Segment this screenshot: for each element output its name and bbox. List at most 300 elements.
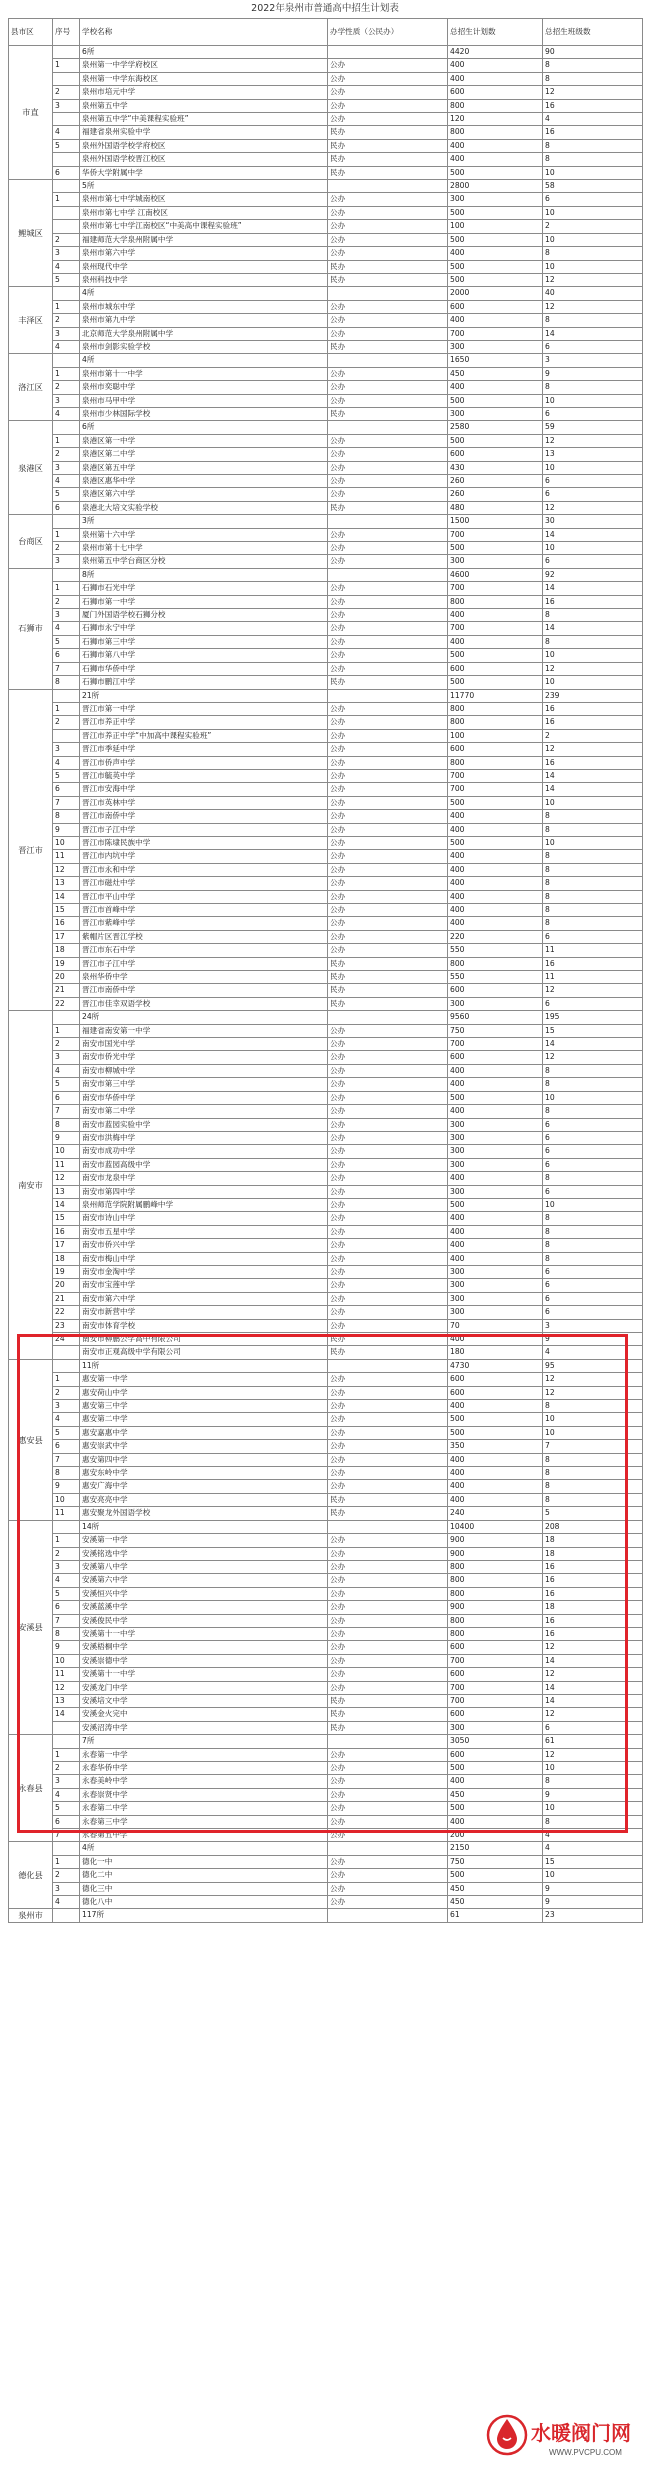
row-index: 4 xyxy=(53,126,80,139)
table-row xyxy=(9,783,643,796)
table-row xyxy=(9,233,643,246)
header-plan: 总招生计划数 xyxy=(448,19,543,46)
school-name: 6所 xyxy=(80,46,328,59)
class-count: 12 xyxy=(543,501,643,514)
plan-count: 700 xyxy=(448,622,543,635)
county-name: 泉州市 xyxy=(9,1909,53,1922)
table-row xyxy=(9,1896,643,1909)
class-count: 10 xyxy=(543,1413,643,1426)
school-name: 晋江市首峰中学 xyxy=(80,904,328,917)
plan-count: 70 xyxy=(448,1319,543,1332)
school-name: 德化八中 xyxy=(80,1896,328,1909)
drop-logo-icon xyxy=(488,2416,526,2454)
class-count: 8 xyxy=(543,1400,643,1413)
row-index: 4 xyxy=(53,1574,80,1587)
school-nature: 公办 xyxy=(328,756,448,769)
class-count: 6 xyxy=(543,1145,643,1158)
school-name: 泉州市第七中学 江南校区 xyxy=(80,206,328,219)
class-count: 10 xyxy=(543,166,643,179)
row-index: 13 xyxy=(53,877,80,890)
school-nature xyxy=(328,287,448,300)
school-name: 安溪龙门中学 xyxy=(80,1681,328,1694)
school-nature: 公办 xyxy=(328,1252,448,1265)
plan-count: 550 xyxy=(448,944,543,957)
school-nature: 民办 xyxy=(328,957,448,970)
school-nature: 民办 xyxy=(328,1708,448,1721)
school-nature: 公办 xyxy=(328,1118,448,1131)
row-index: 7 xyxy=(53,1453,80,1466)
plan-count: 300 xyxy=(448,1265,543,1278)
school-nature xyxy=(328,1520,448,1533)
school-name: 南安市宝莲中学 xyxy=(80,1279,328,1292)
table-row xyxy=(9,1855,643,1868)
class-count: 15 xyxy=(543,1855,643,1868)
plan-count: 600 xyxy=(448,662,543,675)
row-index: 9 xyxy=(53,1480,80,1493)
county-summary-row xyxy=(9,1011,643,1024)
class-count: 9 xyxy=(543,1882,643,1895)
class-count: 61 xyxy=(543,1735,643,1748)
county-summary-row xyxy=(9,287,643,300)
row-index: 5 xyxy=(53,769,80,782)
school-nature: 公办 xyxy=(328,220,448,233)
class-count: 8 xyxy=(543,139,643,152)
class-count: 14 xyxy=(543,582,643,595)
school-name: 安溪恒兴中学 xyxy=(80,1587,328,1600)
class-count: 12 xyxy=(543,1386,643,1399)
school-name: 泉州市第七中学城南校区 xyxy=(80,193,328,206)
class-count: 14 xyxy=(543,1681,643,1694)
class-count: 8 xyxy=(543,72,643,85)
school-name: 泉州第五中学台商区分校 xyxy=(80,555,328,568)
table-row xyxy=(9,1292,643,1305)
school-name: 南安市蓝园实验中学 xyxy=(80,1118,328,1131)
school-nature: 公办 xyxy=(328,1788,448,1801)
row-index: 4 xyxy=(53,1896,80,1909)
school-name: 泉州市第十一中学 xyxy=(80,367,328,380)
table-row xyxy=(9,448,643,461)
school-nature: 公办 xyxy=(328,314,448,327)
table-row xyxy=(9,1172,643,1185)
plan-count: 300 xyxy=(448,1306,543,1319)
school-nature: 公办 xyxy=(328,99,448,112)
school-name: 4所 xyxy=(80,1842,328,1855)
school-nature: 公办 xyxy=(328,300,448,313)
school-nature: 公办 xyxy=(328,1158,448,1171)
school-nature: 公办 xyxy=(328,1373,448,1386)
school-name: 泉州外国语学校晋江校区 xyxy=(80,153,328,166)
county-summary-row xyxy=(9,1359,643,1372)
class-count: 16 xyxy=(543,1587,643,1600)
row-index: 6 xyxy=(53,1440,80,1453)
class-count: 6 xyxy=(543,1306,643,1319)
class-count: 195 xyxy=(543,1011,643,1024)
class-count: 14 xyxy=(543,327,643,340)
table-row xyxy=(9,1333,643,1346)
row-index: 18 xyxy=(53,944,80,957)
plan-count: 9560 xyxy=(448,1011,543,1024)
plan-count: 900 xyxy=(448,1547,543,1560)
school-nature: 公办 xyxy=(328,1091,448,1104)
school-name: 6所 xyxy=(80,421,328,434)
class-count: 6 xyxy=(543,1185,643,1198)
row-index: 6 xyxy=(53,1601,80,1614)
class-count: 12 xyxy=(543,743,643,756)
plan-count: 500 xyxy=(448,542,543,555)
school-nature: 公办 xyxy=(328,582,448,595)
school-name: 安溪崇德中学 xyxy=(80,1654,328,1667)
row-index: 7 xyxy=(53,1829,80,1842)
class-count: 8 xyxy=(543,1225,643,1238)
plan-count: 350 xyxy=(448,1440,543,1453)
table-row xyxy=(9,676,643,689)
row-index: 1 xyxy=(53,528,80,541)
plan-count: 200 xyxy=(448,1829,543,1842)
row-index: 1 xyxy=(53,59,80,72)
row-index: 1 xyxy=(53,300,80,313)
table-row xyxy=(9,126,643,139)
table-row xyxy=(9,555,643,568)
school-name: 泉州第十六中学 xyxy=(80,528,328,541)
school-name: 安溪俊民中学 xyxy=(80,1614,328,1627)
row-index: 7 xyxy=(53,662,80,675)
row-index xyxy=(53,153,80,166)
school-name: 永春第五中学 xyxy=(80,1829,328,1842)
plan-count: 400 xyxy=(448,863,543,876)
school-name: 泉港区第二中学 xyxy=(80,448,328,461)
table-row xyxy=(9,206,643,219)
class-count: 5 xyxy=(543,1507,643,1520)
school-nature: 公办 xyxy=(328,1574,448,1587)
plan-count: 500 xyxy=(448,1426,543,1439)
class-count: 10 xyxy=(543,1869,643,1882)
class-count: 12 xyxy=(543,300,643,313)
class-count: 6 xyxy=(543,555,643,568)
row-index: 10 xyxy=(53,1145,80,1158)
row-index: 11 xyxy=(53,850,80,863)
class-count: 8 xyxy=(543,863,643,876)
row-index: 14 xyxy=(53,1198,80,1211)
class-count: 8 xyxy=(543,635,643,648)
county-summary-row xyxy=(9,689,643,702)
plan-count: 10400 xyxy=(448,1520,543,1533)
school-nature: 民办 xyxy=(328,273,448,286)
class-count: 16 xyxy=(543,595,643,608)
table-row xyxy=(9,1038,643,1051)
school-name: 南安市侨光中学 xyxy=(80,1051,328,1064)
school-name: 安溪第六中学 xyxy=(80,1574,328,1587)
table-row xyxy=(9,1574,643,1587)
plan-count: 400 xyxy=(448,1225,543,1238)
school-nature: 公办 xyxy=(328,1319,448,1332)
row-index xyxy=(53,729,80,742)
table-row xyxy=(9,1400,643,1413)
school-name: 泉州第一中学东海校区 xyxy=(80,72,328,85)
row-index xyxy=(53,1011,80,1024)
school-nature xyxy=(328,354,448,367)
class-count: 40 xyxy=(543,287,643,300)
row-index: 3 xyxy=(53,555,80,568)
school-nature xyxy=(328,689,448,702)
table-row xyxy=(9,890,643,903)
plan-count: 400 xyxy=(448,1172,543,1185)
school-nature: 民办 xyxy=(328,340,448,353)
class-count: 6 xyxy=(543,1158,643,1171)
plan-count: 400 xyxy=(448,1064,543,1077)
school-name: 晋江市紫峰中学 xyxy=(80,917,328,930)
school-name: 泉港北大培文实验学校 xyxy=(80,501,328,514)
county-name: 洛江区 xyxy=(9,354,53,421)
school-nature: 公办 xyxy=(328,59,448,72)
table-row xyxy=(9,930,643,943)
class-count: 8 xyxy=(543,917,643,930)
class-count: 12 xyxy=(543,273,643,286)
plan-count: 1500 xyxy=(448,515,543,528)
school-name: 华侨大学附属中学 xyxy=(80,166,328,179)
row-index: 4 xyxy=(53,475,80,488)
class-count: 9 xyxy=(543,367,643,380)
school-name: 安溪铭选中学 xyxy=(80,1547,328,1560)
table-row xyxy=(9,997,643,1010)
school-name: 南安市五星中学 xyxy=(80,1225,328,1238)
county-name: 台商区 xyxy=(9,515,53,569)
class-count: 14 xyxy=(543,1654,643,1667)
county-summary-row xyxy=(9,1842,643,1855)
plan-count: 600 xyxy=(448,86,543,99)
school-name: 晋江市南侨中学 xyxy=(80,984,328,997)
plan-count: 400 xyxy=(448,1400,543,1413)
school-name: 泉州师范学院附属鹏峰中学 xyxy=(80,1198,328,1211)
school-nature xyxy=(328,1359,448,1372)
table-row xyxy=(9,1252,643,1265)
row-index xyxy=(53,1842,80,1855)
school-name: 泉州华侨中学 xyxy=(80,971,328,984)
class-count: 14 xyxy=(543,1694,643,1707)
plan-count: 300 xyxy=(448,1721,543,1734)
plan-count: 500 xyxy=(448,1802,543,1815)
school-nature: 公办 xyxy=(328,542,448,555)
class-count: 3 xyxy=(543,354,643,367)
school-nature: 公办 xyxy=(328,1198,448,1211)
table-row xyxy=(9,1560,643,1573)
school-name: 7所 xyxy=(80,1735,328,1748)
class-count: 10 xyxy=(543,233,643,246)
row-index: 1 xyxy=(53,367,80,380)
row-index xyxy=(53,206,80,219)
plan-count: 700 xyxy=(448,1654,543,1667)
table-row xyxy=(9,1453,643,1466)
class-count: 12 xyxy=(543,434,643,447)
plan-count: 400 xyxy=(448,850,543,863)
school-nature: 公办 xyxy=(328,461,448,474)
row-index: 10 xyxy=(53,1654,80,1667)
school-name: 14所 xyxy=(80,1520,328,1533)
school-name: 南安市梅山中学 xyxy=(80,1252,328,1265)
class-count: 6 xyxy=(543,488,643,501)
class-count: 10 xyxy=(543,1426,643,1439)
table-row xyxy=(9,300,643,313)
table-row xyxy=(9,957,643,970)
school-nature: 公办 xyxy=(328,193,448,206)
table-row xyxy=(9,193,643,206)
plan-count: 260 xyxy=(448,488,543,501)
school-name: 德化二中 xyxy=(80,1869,328,1882)
county-name: 石狮市 xyxy=(9,568,53,689)
school-name: 晋江市永和中学 xyxy=(80,863,328,876)
school-name: 惠安荷山中学 xyxy=(80,1386,328,1399)
school-nature xyxy=(328,1011,448,1024)
plan-count: 600 xyxy=(448,1641,543,1654)
school-nature: 公办 xyxy=(328,1386,448,1399)
row-index: 1 xyxy=(53,193,80,206)
row-index: 10 xyxy=(53,1493,80,1506)
row-index: 4 xyxy=(53,1413,80,1426)
school-nature: 公办 xyxy=(328,1480,448,1493)
school-name: 3所 xyxy=(80,515,328,528)
plan-count: 400 xyxy=(448,877,543,890)
row-index: 18 xyxy=(53,1252,80,1265)
row-index: 4 xyxy=(53,340,80,353)
school-nature: 公办 xyxy=(328,1105,448,1118)
school-nature: 公办 xyxy=(328,917,448,930)
school-nature: 公办 xyxy=(328,1534,448,1547)
table-row xyxy=(9,1198,643,1211)
school-name: 厦门外国语学校石狮分校 xyxy=(80,609,328,622)
table-row xyxy=(9,649,643,662)
school-nature: 公办 xyxy=(328,850,448,863)
table-row xyxy=(9,528,643,541)
plan-count: 800 xyxy=(448,595,543,608)
plan-count: 300 xyxy=(448,997,543,1010)
school-name: 惠安东岭中学 xyxy=(80,1467,328,1480)
row-index: 2 xyxy=(53,1038,80,1051)
school-nature: 公办 xyxy=(328,327,448,340)
school-nature: 公办 xyxy=(328,1601,448,1614)
school-nature: 公办 xyxy=(328,1225,448,1238)
row-index: 6 xyxy=(53,1091,80,1104)
plan-count: 400 xyxy=(448,904,543,917)
school-nature: 公办 xyxy=(328,1560,448,1573)
class-count: 4 xyxy=(543,113,643,126)
school-name: 21所 xyxy=(80,689,328,702)
table-row xyxy=(9,273,643,286)
row-index: 1 xyxy=(53,1855,80,1868)
school-nature: 公办 xyxy=(328,1426,448,1439)
plan-count: 800 xyxy=(448,716,543,729)
plan-count: 400 xyxy=(448,1453,543,1466)
county-summary-row xyxy=(9,515,643,528)
class-count: 10 xyxy=(543,461,643,474)
school-nature: 公办 xyxy=(328,769,448,782)
table-row xyxy=(9,1775,643,1788)
plan-count: 400 xyxy=(448,72,543,85)
plan-count: 800 xyxy=(448,702,543,715)
row-index xyxy=(53,1721,80,1734)
header-county: 县市区 xyxy=(9,19,53,46)
school-nature: 公办 xyxy=(328,810,448,823)
class-count: 4 xyxy=(543,1842,643,1855)
class-count: 6 xyxy=(543,997,643,1010)
row-index: 7 xyxy=(53,1105,80,1118)
school-name: 石狮市第三中学 xyxy=(80,635,328,648)
plan-count: 500 xyxy=(448,206,543,219)
header-classes: 总招生班级数 xyxy=(543,19,643,46)
row-index: 4 xyxy=(53,407,80,420)
plan-count: 900 xyxy=(448,1534,543,1547)
class-count: 8 xyxy=(543,609,643,622)
class-count: 58 xyxy=(543,180,643,193)
school-name: 晋江市内坑中学 xyxy=(80,850,328,863)
row-index: 2 xyxy=(53,314,80,327)
row-index: 5 xyxy=(53,273,80,286)
school-name: 安溪金火完中 xyxy=(80,1708,328,1721)
school-nature: 民办 xyxy=(328,126,448,139)
plan-count: 1650 xyxy=(448,354,543,367)
school-name: 泉州市第六中学 xyxy=(80,247,328,260)
table-row xyxy=(9,1306,643,1319)
school-name: 晋江市平山中学 xyxy=(80,890,328,903)
row-index: 2 xyxy=(53,1762,80,1775)
plan-count: 11770 xyxy=(448,689,543,702)
table-row xyxy=(9,1185,643,1198)
class-count: 14 xyxy=(543,1038,643,1051)
school-nature: 公办 xyxy=(328,662,448,675)
school-name: 南安市第六中学 xyxy=(80,1292,328,1305)
plan-count: 4420 xyxy=(448,46,543,59)
row-index: 2 xyxy=(53,1386,80,1399)
school-name: 安溪第十一中学 xyxy=(80,1627,328,1640)
row-index: 4 xyxy=(53,1788,80,1801)
class-count: 16 xyxy=(543,1574,643,1587)
class-count: 12 xyxy=(543,984,643,997)
plan-count: 400 xyxy=(448,823,543,836)
table-row xyxy=(9,314,643,327)
plan-count: 61 xyxy=(448,1909,543,1922)
table-row xyxy=(9,635,643,648)
row-index: 16 xyxy=(53,1225,80,1238)
table-row xyxy=(9,1212,643,1225)
table-row xyxy=(9,836,643,849)
row-index: 1 xyxy=(53,1534,80,1547)
class-count: 10 xyxy=(543,1091,643,1104)
table-row xyxy=(9,501,643,514)
class-count: 6 xyxy=(543,1279,643,1292)
school-name: 惠安亮亮中学 xyxy=(80,1493,328,1506)
table-row xyxy=(9,475,643,488)
row-index: 2 xyxy=(53,381,80,394)
row-index xyxy=(53,515,80,528)
plan-count: 400 xyxy=(448,59,543,72)
row-index: 21 xyxy=(53,1292,80,1305)
plan-count: 800 xyxy=(448,1574,543,1587)
table-row xyxy=(9,220,643,233)
row-index: 4 xyxy=(53,1064,80,1077)
plan-count: 400 xyxy=(448,139,543,152)
school-nature: 公办 xyxy=(328,434,448,447)
row-index: 17 xyxy=(53,1239,80,1252)
school-nature: 民办 xyxy=(328,139,448,152)
school-name: 南安市国光中学 xyxy=(80,1038,328,1051)
row-index: 22 xyxy=(53,1306,80,1319)
class-count: 6 xyxy=(543,1721,643,1734)
class-count: 15 xyxy=(543,1024,643,1037)
plan-count: 500 xyxy=(448,649,543,662)
table-row xyxy=(9,1105,643,1118)
school-nature xyxy=(328,1909,448,1922)
plan-count: 2580 xyxy=(448,421,543,434)
school-name: 南安市蓝园高级中学 xyxy=(80,1158,328,1171)
plan-count: 500 xyxy=(448,1762,543,1775)
